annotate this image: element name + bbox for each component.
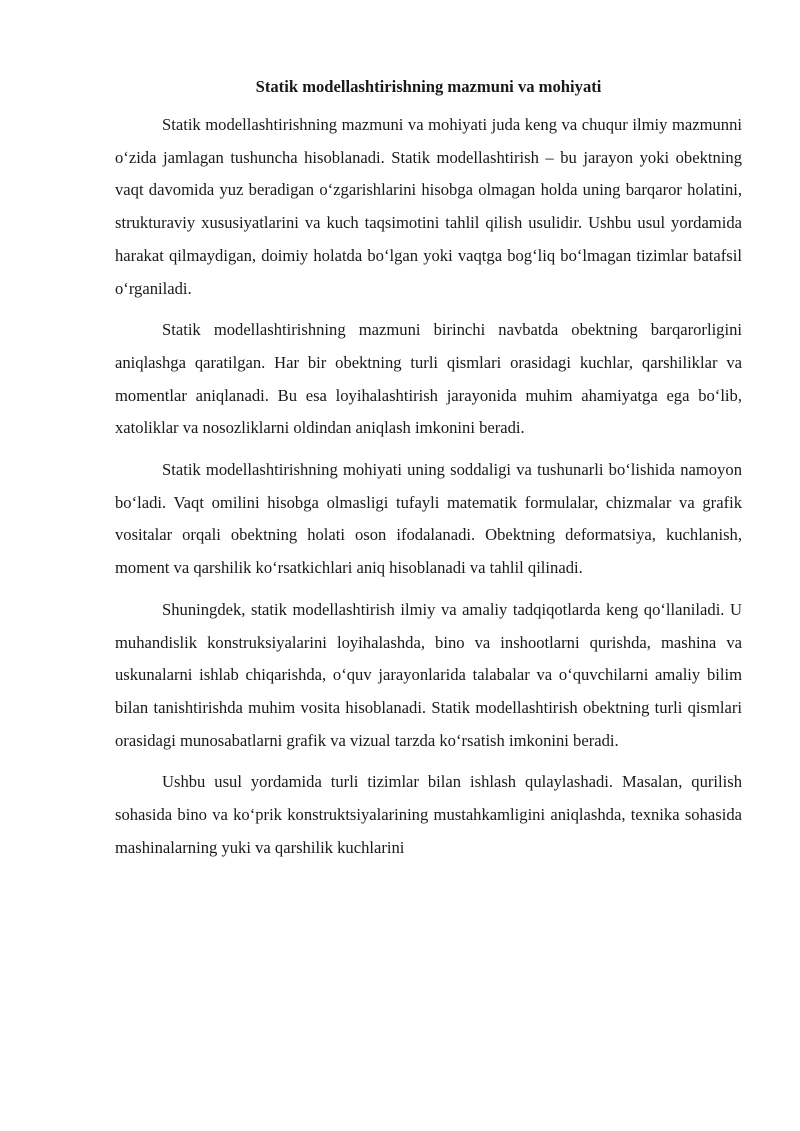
paragraph-4: Shuningdek, statik modellashtirish ilmiy va amaliy tadqiqotlarda keng qo‘llaniladi. U muhandislik konstruksiyalarini loyihalashda, bino va inshootlarni qurishda, mashina va uskunalarni ishlab chiqarishda, o‘quv jarayonlarida talabalar va o‘quvchilarni amaliy bilim bilan tanishtirishda muhim vosita hisoblanadi. Statik modellashtirish obektning turli qismlari orasidagi munosabatlarni grafik va vizual tarzda ko‘rsatish imkonini beradi. <box>115 599 742 750</box>
document-title: Statik modellashtirishning mazmuni va mohiyati <box>255 77 602 96</box>
paragraph-5: Ushbu usul yordamida turli tizimlar bilan ishlash qulaylashadi. Masalan, qurilish sohasida bino va ko‘prik konstruktsiyalarining mustahkamligini aniqlashda, texnika sohasida mashinalarning yuki va qarshilik kuchlarini <box>115 772 742 857</box>
paragraph-2: Statik modellashtirishning mazmuni birinchi navbatda obektning barqarorligini aniqlashga qaratilgan. Har bir obektning turli qismlari orasidagi kuchlar, qarshiliklar va momentlar aniqlanadi. Bu esa loyihalashtirish jarayonida muhim ahamiyatga ega bo‘lib, xatoliklar va nosozliklarni oldindan aniqlash imkonini beradi. <box>115 320 742 438</box>
document-body <box>115 78 742 864</box>
paragraph-3: Statik modellashtirishning mohiyati uning soddaligi va tushunarli bo‘lishida namoyon bo‘ladi. Vaqt omilini hisobga olmasligi tufayli matematik formulalar, chizmalar va grafik vositalar orqali obektning holati oson ifodalanadi. Obektning deformatsiya, kuchlanish, moment va qarshilik ko‘rsatkichlari aniq hisoblanadi va tahlil qilinadi. <box>115 460 742 578</box>
paragraph-1: Statik modellashtirishning mazmuni va mohiyati juda keng va chuqur ilmiy mazmunni o‘zida jamlagan tushuncha hisoblanadi. Statik modellashtirish – bu jarayon yoki obektning vaqt davomida yuz beradigan o‘zgarishlarini hisobga olmagan holda uning barqaror holatini, strukturaviy xususiyatlarini va kuch taqsimotini tahlil qilish usulidir. Ushbu usul yordamida harakat qilmaydigan, doimiy holatda bo‘lgan yoki vaqtga bog‘liq bo‘lmagan tizimlar batafsil o‘rganiladi. <box>115 115 742 298</box>
